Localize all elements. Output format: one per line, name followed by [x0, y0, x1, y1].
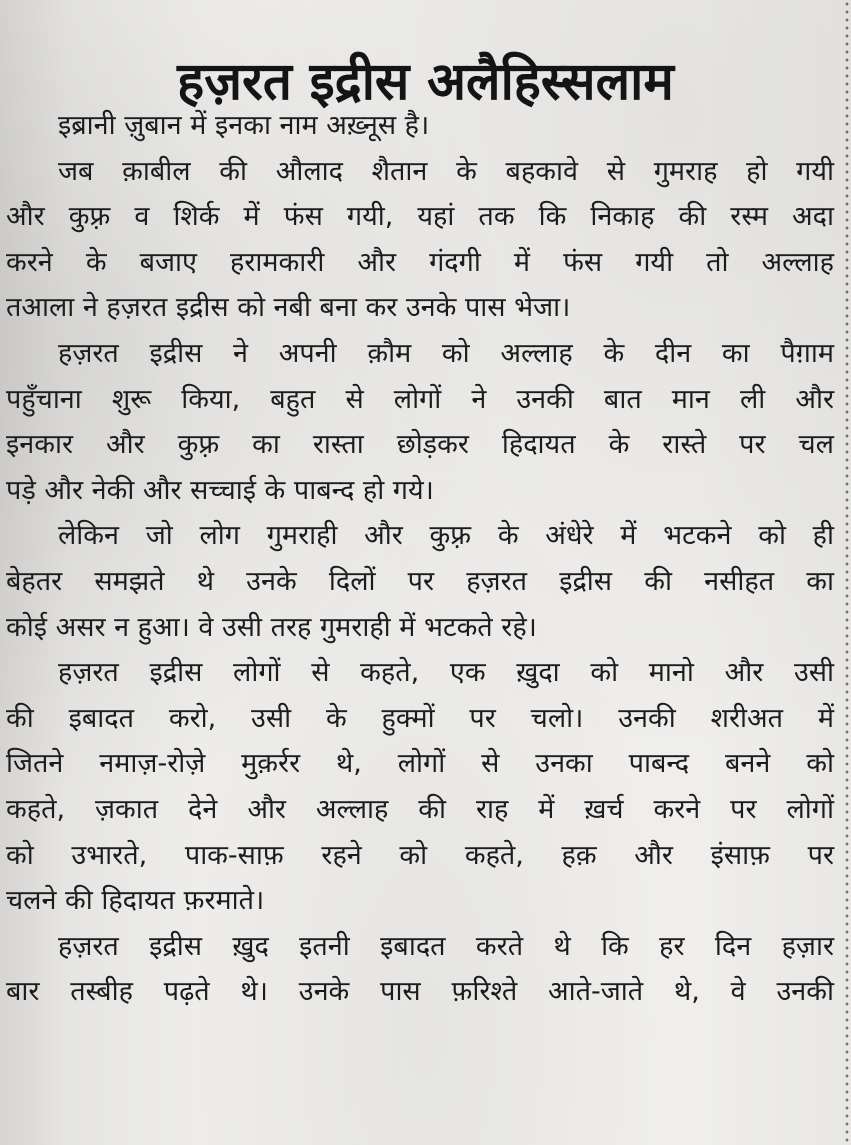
text-line: लेकिन जो लोग गुमराही और कुफ़्र के अंधेरे में भटकने को ही	[58, 520, 834, 552]
text-line: पड़े और नेकी और सच्चाई के पाबन्द हो गये।	[6, 474, 434, 506]
text-line: हज़रत इद्रीस ख़ुद इतनी इबादत करते थे कि हर दिन हज़ार	[58, 930, 834, 962]
text-line: बार तस्बीह पढ़ते थे। उनके पास फ़रिश्ते आते-जाते थे, वे उनकी	[6, 976, 834, 1008]
text-line: तआला ने हज़रत इद्रीस को नबी बना कर उनके पास भेजा।	[6, 292, 571, 324]
text-line: इनकार और कुफ़्र का रास्ता छोड़कर हिदायत के रास्ते पर चल	[6, 429, 834, 461]
article-body	[6, 103, 834, 1015]
text-line: को उभारते, पाक-साफ़ रहने को कहते, हक़ और इंसाफ़ पर	[6, 839, 834, 871]
text-line: पहुँचाना शुरू किया, बहुत से लोगों ने उनकी बात मान ली और	[6, 383, 834, 415]
text-line: हज़रत इद्रीस ने अपनी क़ौम को अल्लाह के दीन का पैग़ाम	[58, 337, 834, 369]
text-line: और कुफ़्र व शिर्क में फंस गयी, यहां तक कि निकाह की रस्म अदा	[6, 201, 834, 233]
text-line: चलने की हिदायत फ़रमाते।	[6, 885, 265, 917]
text-line: जितने नमाज़-रोज़े मुक़र्रर थे, लोगों से उनका पाबन्द बनने को	[6, 748, 834, 780]
perforated-page-edge	[843, 0, 851, 1145]
text-line: करने के बजाए हरामकारी और गंदगी में फंस गयी तो अल्लाह	[6, 246, 834, 278]
page-title: हज़रत इद्रीस अलैहिस्सलाम	[177, 51, 674, 112]
text-line: कहते, ज़कात देने और अल्लाह की राह में ख़र्च करने पर लोगों	[6, 793, 834, 825]
text-line: बेहतर समझते थे उनके दिलों पर हज़रत इद्रीस की नसीहत का	[6, 565, 834, 597]
text-line: जब क़ाबील की औलाद शैतान के बहकावे से गुमराह हो गयी	[58, 155, 834, 187]
text-line: की इबादत करो, उसी के हुक्मों पर चलो। उनकी शरीअत में	[6, 702, 834, 734]
text-line: कोई असर न हुआ। वे उसी तरह गुमराही में भटकते रहे।	[6, 611, 537, 643]
text-line: हज़रत इद्रीस लोगों से कहते, एक ख़ुदा को मानो और उसी	[58, 657, 834, 689]
text-line: इब्रानी ज़ुबान में इनका नाम अख़्नूस है।	[58, 110, 430, 141]
